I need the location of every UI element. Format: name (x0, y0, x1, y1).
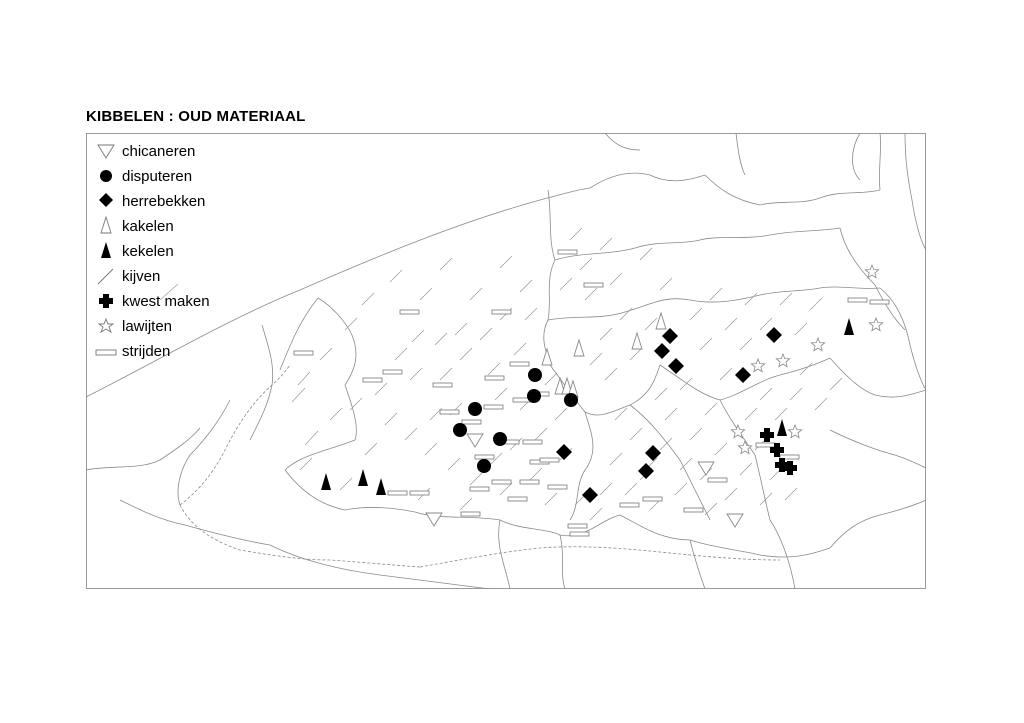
kijven-hatch (365, 443, 377, 455)
strijden-marker (388, 491, 407, 495)
kekelen-marker (376, 478, 386, 495)
kijven-hatch (690, 308, 702, 320)
legend-label: kwest maken (122, 293, 210, 310)
kekelen-marker (358, 469, 368, 486)
strijden-marker (461, 512, 480, 516)
kijven-hatch (545, 493, 557, 505)
kijven-hatch (292, 388, 305, 402)
legend-label: strijden (122, 343, 171, 360)
strijden-marker (684, 508, 703, 512)
disputeren-marker (528, 368, 542, 382)
kijven-hatch (740, 463, 752, 475)
open-rectangle-icon (96, 350, 116, 355)
lawijten-marker (751, 359, 764, 372)
kijven-hatch (605, 368, 617, 380)
filled-diamond-icon (99, 193, 113, 207)
kijven-hatch (640, 248, 652, 260)
herrebekken-marker (654, 343, 670, 359)
chicaneren-marker (426, 513, 442, 526)
kijven-hatch (570, 228, 582, 240)
lawijten-marker (731, 425, 744, 438)
kijven-hatch (780, 293, 792, 305)
kijven-hatch (660, 438, 672, 450)
legend-label: kijven (122, 268, 161, 285)
strijden-marker (510, 362, 529, 366)
kijven-hatch (710, 288, 722, 300)
kijven-hatch (520, 280, 532, 292)
kijven-hatch (395, 348, 407, 360)
kijven-hatch (705, 403, 717, 415)
herrebekken-marker (638, 463, 654, 479)
kijven-hatch (300, 458, 312, 470)
kijven-hatch (790, 388, 802, 400)
kijven-hatch (590, 508, 602, 520)
kekelen-marker (777, 419, 787, 436)
kijven-hatch (725, 488, 737, 500)
region-outline (285, 298, 356, 470)
strijden-marker (410, 491, 429, 495)
herrebekken-marker (766, 327, 782, 343)
kekelen-marker (321, 473, 331, 490)
kekelen-marker (844, 318, 854, 335)
kijven-hatch (560, 278, 572, 290)
kijven-hatch (480, 328, 492, 340)
kijven-hatch (470, 288, 482, 300)
kijven-hatch (830, 378, 842, 390)
kwest-maken-marker (760, 428, 774, 442)
strijden-marker (294, 351, 313, 355)
kijven-hatch (645, 318, 657, 330)
strijden-marker (492, 480, 511, 484)
chicaneren-marker (467, 434, 483, 447)
kijven-hatch (412, 330, 424, 342)
kijven-hatch (435, 333, 447, 345)
kijven-hatch (545, 373, 557, 385)
strijden-marker (523, 440, 542, 444)
strijden-marker (433, 383, 452, 387)
kijven-hatch (580, 258, 592, 270)
strijden-marker (643, 497, 662, 501)
filled-narrow-triangle-icon (101, 242, 111, 258)
strijden-marker (540, 458, 559, 462)
kijven-hatch (655, 388, 667, 400)
kijven-hatch (500, 483, 512, 495)
kijven-hatch (600, 238, 612, 250)
kijven-hatch (585, 288, 597, 300)
strijden-marker (708, 478, 727, 482)
kijven-hatch (745, 408, 757, 420)
kijven-hatch (555, 408, 567, 420)
lawijten-marker (776, 354, 789, 367)
kijven-hatch (345, 318, 357, 330)
kijven-hatch (675, 483, 687, 495)
herrebekken-marker (662, 328, 678, 344)
disputeren-marker (527, 389, 541, 403)
strijden-marker (508, 497, 527, 501)
kijven-hatch (375, 383, 387, 395)
strijden-marker (620, 503, 639, 507)
open-star-icon (99, 319, 113, 332)
lawijten-marker (865, 265, 878, 278)
kijven-hatch (745, 293, 757, 305)
kijven-hatch (405, 428, 417, 440)
kijven-hatch (740, 338, 752, 350)
herrebekken-marker (735, 367, 751, 383)
kijven-hatch (488, 363, 500, 375)
kijven-hatch (705, 503, 717, 515)
strijden-marker (492, 310, 511, 314)
strijden-marker (383, 370, 402, 374)
strijden-marker (548, 485, 567, 489)
kijven-hatch (495, 388, 507, 400)
legend-label: disputeren (122, 168, 193, 185)
kijven-hatch (470, 473, 482, 485)
lawijten-marker (788, 425, 801, 438)
strijden-marker (484, 405, 503, 409)
kijven-hatch (425, 443, 437, 455)
strijden-marker (570, 532, 589, 536)
disputeren-marker (453, 423, 467, 437)
kakelen-marker (656, 313, 666, 329)
kijven-hatch (665, 408, 677, 420)
kijven-hatch (795, 323, 807, 335)
kijven-hatch (600, 483, 612, 495)
kijven-hatch (500, 256, 512, 268)
legend-label: kakelen (122, 218, 174, 235)
kijven-hatch (460, 348, 472, 360)
kakelen-marker (542, 349, 552, 365)
lawijten-marker (738, 441, 751, 454)
lawijten-marker (869, 318, 882, 331)
herrebekken-marker (645, 445, 661, 461)
kijven-hatch (725, 318, 737, 330)
kijven-hatch (810, 298, 822, 310)
strijden-marker (470, 487, 489, 491)
kijven-hatch (775, 408, 787, 420)
strijden-marker (568, 524, 587, 528)
map-symbols (160, 228, 889, 536)
kijven-hatch (440, 368, 452, 380)
strijden-marker (462, 420, 481, 424)
disputeren-marker (564, 393, 578, 407)
open-triangle-down-icon (98, 145, 114, 158)
kakelen-marker (632, 333, 642, 349)
strijden-marker (848, 298, 867, 302)
kijven-hatch (460, 498, 472, 510)
kijven-hatch (350, 398, 362, 410)
kijven-hatch (600, 328, 612, 340)
kijven-hatch (362, 293, 374, 305)
kijven-hatch (625, 483, 637, 495)
strijden-marker (475, 455, 494, 459)
kijven-hatch (760, 388, 772, 400)
legend (96, 143, 210, 360)
legend-label: chicaneren (122, 143, 196, 160)
strijden-marker (400, 310, 419, 314)
map-title: KIBBELEN : OUD MATERIAAL (86, 108, 306, 125)
kijven-hatch (525, 308, 537, 320)
kijven-hatch (385, 413, 397, 425)
kijven-hatch (610, 273, 622, 285)
kijven-hatch (535, 428, 547, 440)
kijven-hatch (815, 398, 827, 410)
strijden-marker (485, 376, 504, 380)
kijven-hatch (690, 428, 702, 440)
legend-label: lawijten (122, 318, 173, 335)
kijven-hatch (630, 428, 642, 440)
legend-label: kekelen (122, 243, 174, 260)
strijden-marker (756, 443, 775, 447)
kijven-hatch (330, 408, 342, 420)
strijden-marker (870, 300, 889, 304)
strijden-marker (440, 410, 459, 414)
kijven-hatch (785, 488, 797, 500)
kijven-hatch (620, 308, 632, 320)
kijven-hatch (410, 368, 422, 380)
strijden-marker (584, 283, 603, 287)
kijven-hatch (305, 431, 318, 445)
open-narrow-triangle-icon (101, 217, 111, 233)
filled-circle-icon (100, 170, 112, 182)
kijven-hatch (340, 478, 352, 490)
kijven-hatch (720, 368, 732, 380)
kijven-hatch (455, 323, 467, 335)
diagonal-line-icon (98, 269, 113, 284)
strijden-marker (558, 250, 577, 254)
disputeren-marker (477, 459, 491, 473)
kijven-hatch (390, 270, 402, 282)
kijven-hatch (420, 288, 432, 300)
disputeren-marker (468, 402, 482, 416)
filled-cross-icon (99, 294, 113, 308)
kijven-hatch (514, 343, 526, 355)
kijven-hatch (590, 353, 602, 365)
lawijten-marker (811, 338, 824, 351)
kijven-hatch (440, 258, 452, 270)
kijven-hatch (610, 453, 622, 465)
kijven-hatch (448, 458, 460, 470)
kijven-hatch (715, 443, 727, 455)
map-borders (86, 133, 926, 589)
kijven-hatch (760, 318, 772, 330)
kijven-hatch (320, 348, 332, 360)
kijven-hatch (700, 338, 712, 350)
legend-label: herrebekken (122, 193, 206, 210)
disputeren-marker (493, 432, 507, 446)
strijden-marker (363, 378, 382, 382)
kijven-hatch (530, 468, 542, 480)
kijven-hatch (660, 278, 672, 290)
strijden-marker (520, 480, 539, 484)
kijven-hatch (630, 348, 642, 360)
herrebekken-marker (582, 487, 598, 503)
chicaneren-marker (727, 514, 743, 527)
kakelen-marker (574, 340, 584, 356)
kijven-hatch (298, 372, 310, 385)
